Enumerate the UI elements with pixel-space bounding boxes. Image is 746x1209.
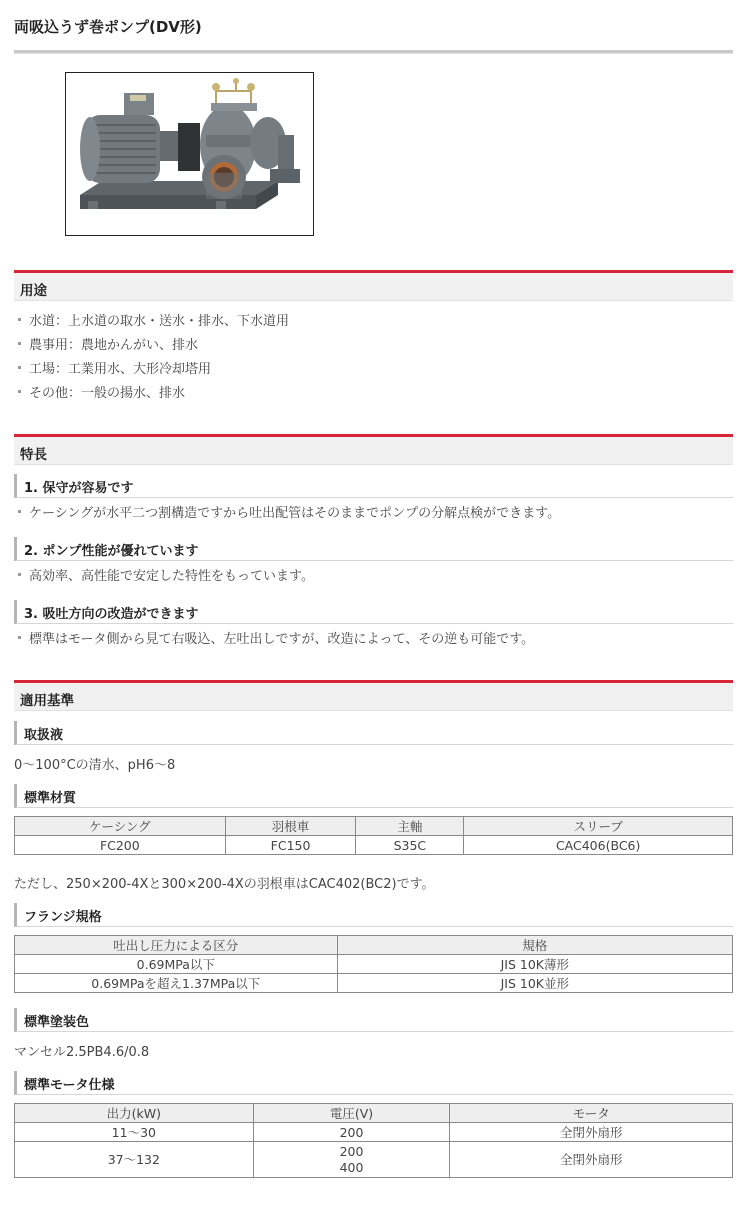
feature-3-title: 3. 吸吐方向の改造ができます bbox=[24, 607, 199, 622]
pump-illustration bbox=[66, 73, 313, 235]
liquid-text: 0〜100°Cの清水、pH6〜8 bbox=[14, 758, 176, 773]
flange-heading-label: フランジ規格 bbox=[24, 910, 102, 925]
motor-voltage-line: 400 bbox=[339, 1159, 364, 1175]
feature-1-title: 1. 保守が容易です bbox=[24, 481, 134, 496]
usage-item: その他：一般の揚水、排水 bbox=[18, 382, 289, 406]
table-row bbox=[15, 1123, 733, 1142]
motor-voltage-cell: 200 bbox=[253, 1123, 450, 1142]
page-title: 両吸込うず巻ポンプ(DV形) bbox=[14, 18, 202, 36]
feature-2-list bbox=[18, 565, 314, 589]
usage-list bbox=[18, 310, 289, 406]
flange-pressure-cell: 0.69MPaを超え1.37MPa以下 bbox=[15, 974, 338, 993]
motor-col-voltage: 電圧(V) bbox=[253, 1104, 450, 1123]
feature-3-list bbox=[18, 628, 534, 652]
paint-heading bbox=[14, 1008, 733, 1032]
paint-text: マンセル2.5PB4.6/0.8 bbox=[14, 1045, 150, 1060]
flange-standard-cell: JIS 10K薄形 bbox=[337, 955, 732, 974]
usage-heading-label: 用途 bbox=[20, 283, 47, 299]
material-table bbox=[14, 816, 733, 855]
flange-col-standard: 規格 bbox=[337, 936, 732, 955]
motor-output-cell: 11〜30 bbox=[15, 1123, 254, 1142]
table-row bbox=[15, 955, 733, 974]
flange-table bbox=[14, 935, 733, 993]
motor-voltage-line: 200 bbox=[339, 1143, 364, 1159]
motor-voltage-cell bbox=[253, 1142, 450, 1178]
standards-heading-label: 適用基準 bbox=[20, 693, 74, 709]
product-photo bbox=[65, 72, 314, 236]
material-heading bbox=[14, 784, 733, 808]
feature-2-title: 2. ポンプ性能が優れています bbox=[24, 544, 199, 559]
material-note: ただし、250×200-4Xと300×200-4Xの羽根車はCAC402(BC2)です。 bbox=[14, 877, 435, 892]
feature-3-heading bbox=[14, 600, 733, 624]
feature-1-heading bbox=[14, 474, 733, 498]
features-heading-label: 特長 bbox=[20, 447, 47, 463]
flange-standard-cell: JIS 10K並形 bbox=[337, 974, 732, 993]
title-divider-shadow bbox=[14, 53, 733, 54]
flange-heading bbox=[14, 903, 733, 927]
usage-item: 農事用：農地かんがい、排水 bbox=[18, 334, 289, 358]
flange-col-pressure: 吐出し圧力による区分 bbox=[15, 936, 338, 955]
usage-section-heading bbox=[14, 270, 733, 301]
feature-3-text: 標準はモータ側から見て右吸込、左吐出しですが、改造によって、その逆も可能です。 bbox=[18, 628, 534, 652]
motor-col-output: 出力(kW) bbox=[15, 1104, 254, 1123]
material-shaft-value: S35C bbox=[356, 836, 464, 855]
motor-heading bbox=[14, 1071, 733, 1095]
feature-2-text: 高効率、高性能で安定した特性をもっています。 bbox=[18, 565, 314, 589]
material-col-impeller: 羽根車 bbox=[225, 817, 356, 836]
usage-item: 工場：工業用水、大形冷却塔用 bbox=[18, 358, 289, 382]
flange-pressure-cell: 0.69MPa以下 bbox=[15, 955, 338, 974]
liquid-heading-label: 取扱液 bbox=[24, 728, 64, 743]
table-row bbox=[15, 836, 733, 855]
features-section-heading bbox=[14, 434, 733, 465]
feature-2-heading bbox=[14, 537, 733, 561]
motor-col-type: モータ bbox=[450, 1104, 733, 1123]
motor-heading-label: 標準モータ仕様 bbox=[24, 1078, 115, 1093]
motor-type-cell: 全閉外扇形 bbox=[450, 1123, 733, 1142]
material-sleeve-value: CAC406(BC6) bbox=[464, 836, 733, 855]
table-header-row bbox=[15, 1104, 733, 1123]
table-header-row bbox=[15, 936, 733, 955]
feature-1-list bbox=[18, 502, 560, 526]
material-impeller-value: FC150 bbox=[225, 836, 356, 855]
material-col-sleeve: スリーブ bbox=[464, 817, 733, 836]
material-casing-value: FC200 bbox=[15, 836, 226, 855]
liquid-heading bbox=[14, 721, 733, 745]
table-header-row bbox=[15, 817, 733, 836]
material-col-shaft: 主軸 bbox=[356, 817, 464, 836]
paint-heading-label: 標準塗装色 bbox=[24, 1015, 90, 1030]
motor-type-cell: 全閉外扇形 bbox=[450, 1142, 733, 1178]
table-row bbox=[15, 1142, 733, 1178]
motor-table bbox=[14, 1103, 733, 1178]
table-row bbox=[15, 974, 733, 993]
material-heading-label: 標準材質 bbox=[24, 791, 77, 806]
material-col-casing: ケーシング bbox=[15, 817, 226, 836]
feature-1-text: ケーシングが水平二つ割構造ですから吐出配管はそのままでポンプの分解点検ができます。 bbox=[18, 502, 560, 526]
usage-item: 水道：上水道の取水・送水・排水、下水道用 bbox=[18, 310, 289, 334]
standards-section-heading bbox=[14, 680, 733, 711]
motor-output-cell: 37〜132 bbox=[15, 1142, 254, 1178]
